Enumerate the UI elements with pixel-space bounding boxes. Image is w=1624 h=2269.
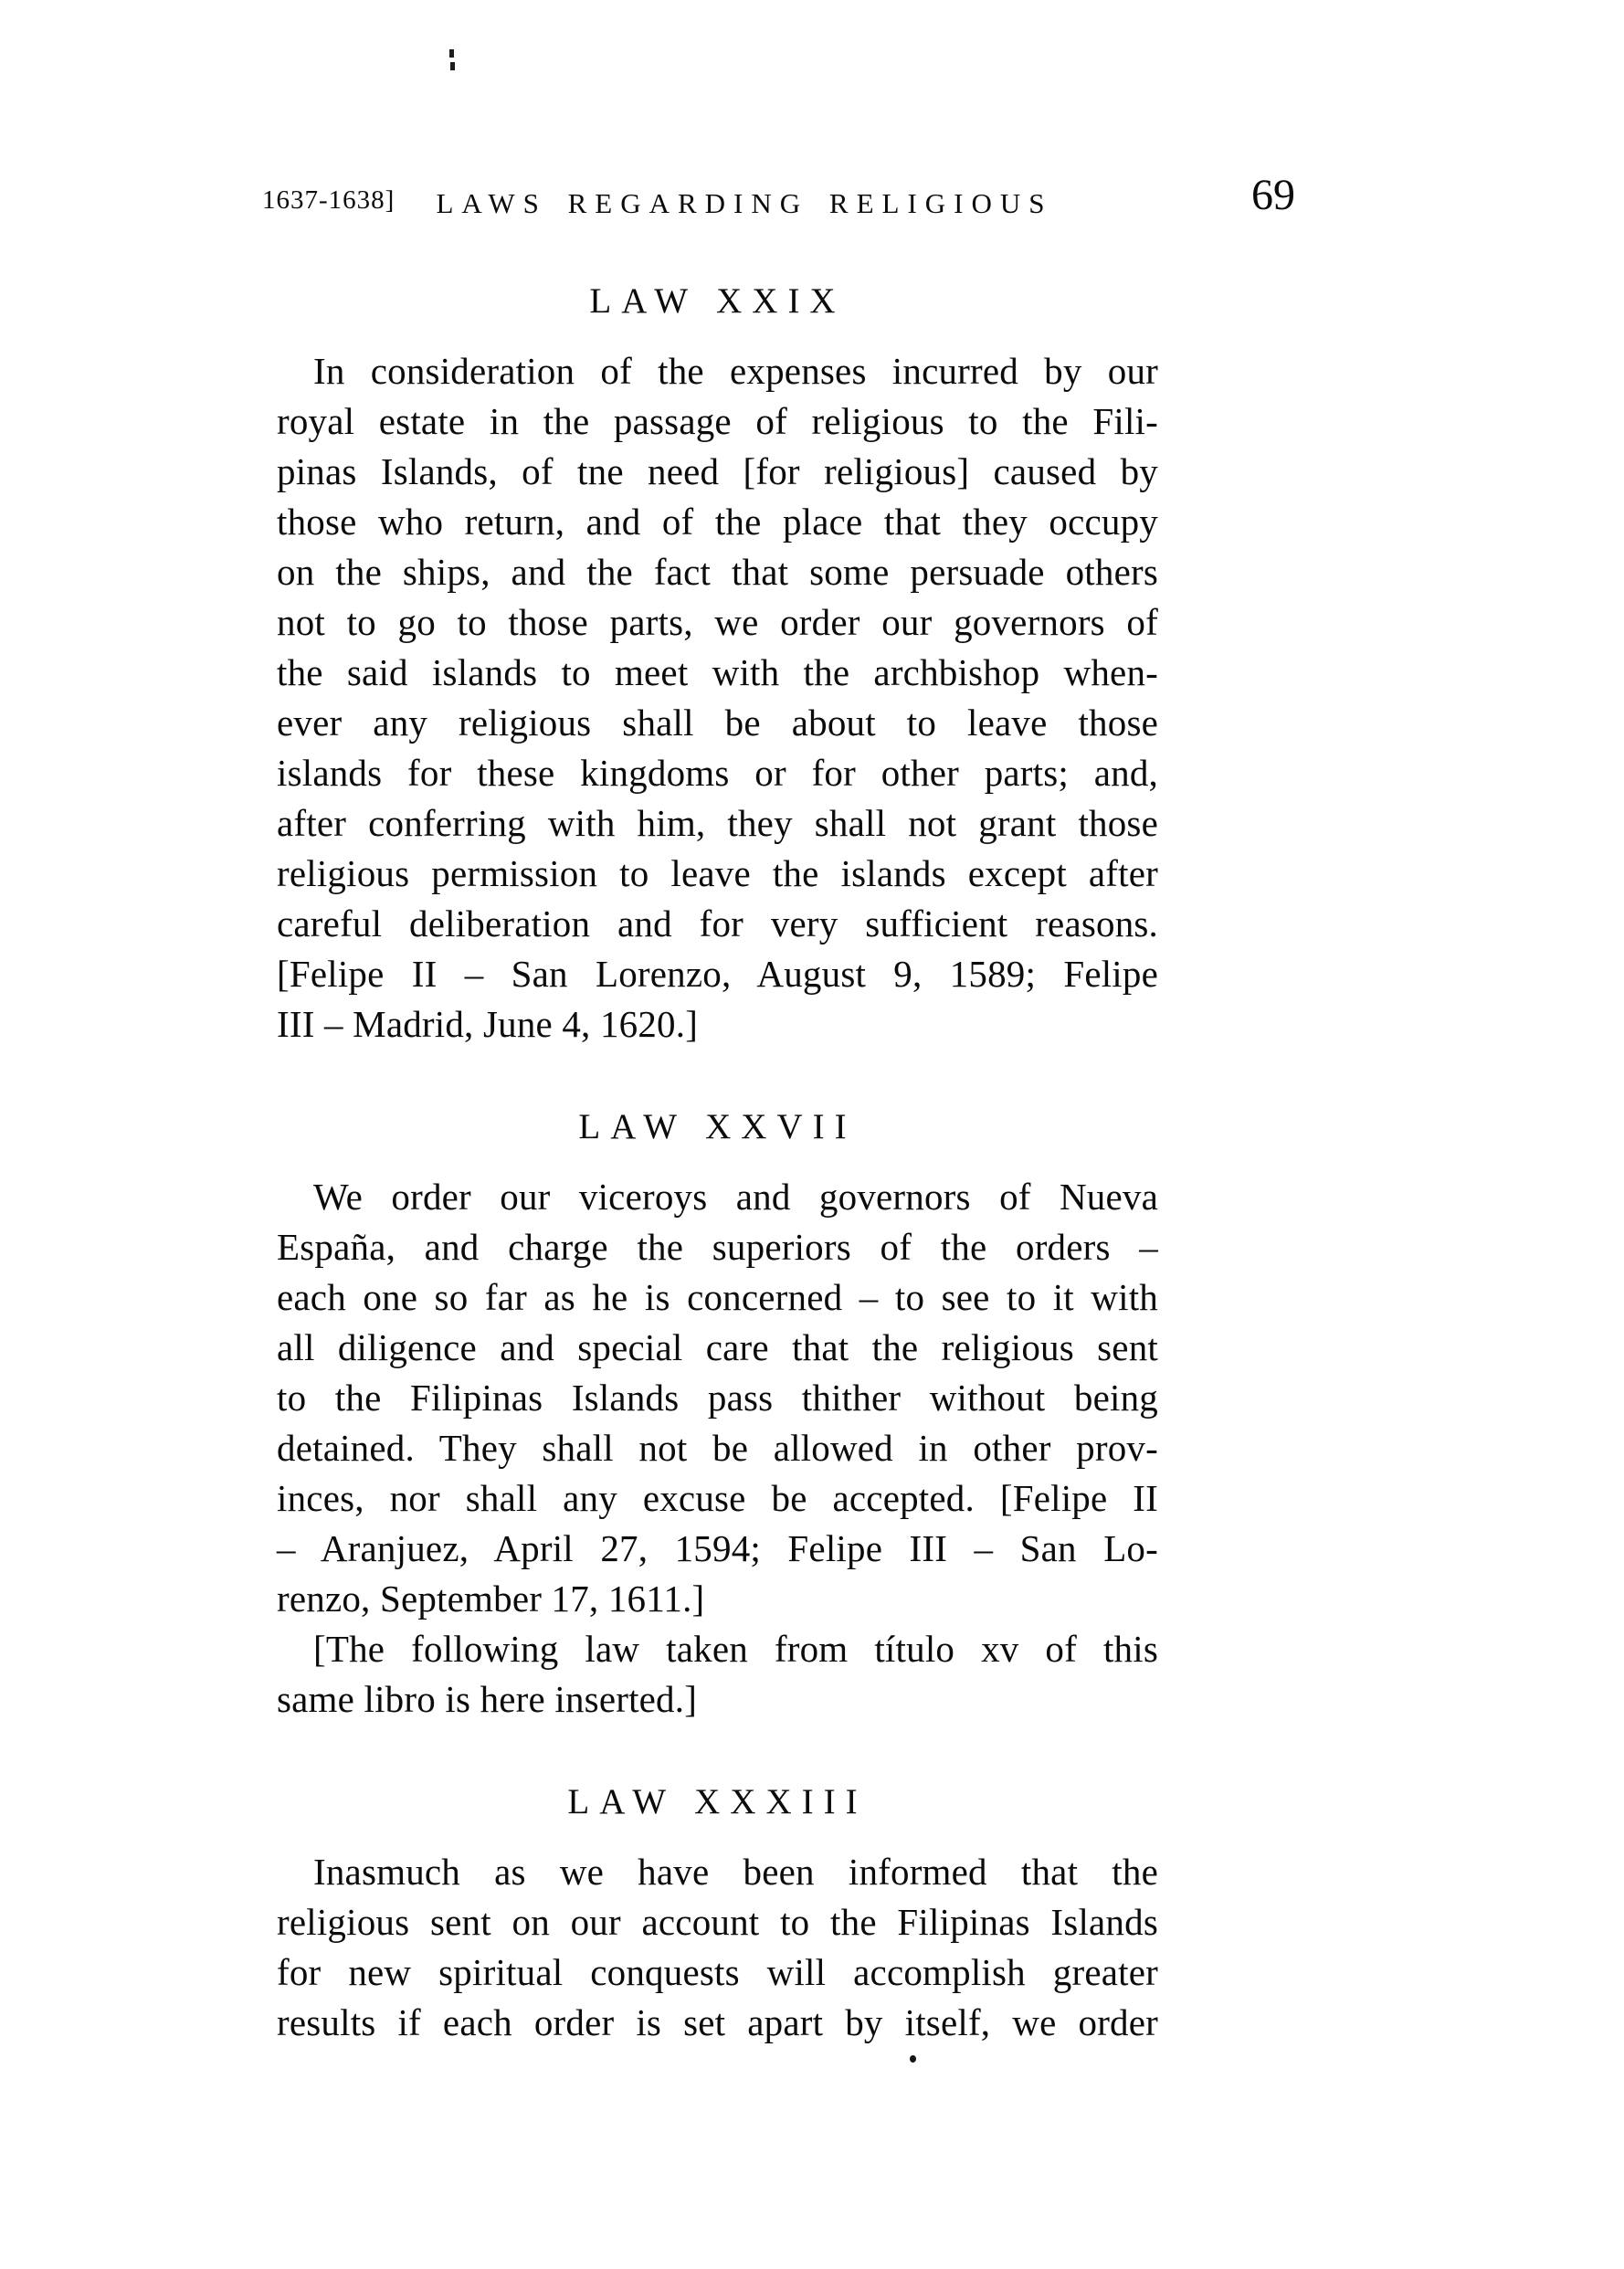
text-line: careful deliberation and for very sufficient reasons. bbox=[277, 902, 1158, 945]
text-line: III – Madrid, June 4, 1620.] bbox=[277, 1003, 699, 1045]
text-line: We order our viceroys and governors of Nueva bbox=[313, 1176, 1158, 1218]
text-line: the said islands to meet with the archbishop when- bbox=[277, 651, 1158, 693]
text-line: Inasmuch as we have been informed that the bbox=[313, 1851, 1158, 1893]
paragraph bbox=[277, 346, 1158, 1050]
text-line: – Aranjuez, April 27, 1594; Felipe III – San Lo- bbox=[277, 1527, 1158, 1569]
text-line: each one so far as he is concerned – to see to it with bbox=[277, 1276, 1158, 1318]
text-line: renzo, September 17, 1611.] bbox=[277, 1578, 705, 1620]
text-line: pinas Islands, of tne need [for religious] caused by bbox=[277, 450, 1158, 492]
law-section bbox=[277, 1781, 1158, 2048]
paragraph bbox=[277, 1847, 1158, 2048]
paragraph bbox=[277, 1172, 1158, 1624]
header-page-number: 69 bbox=[1251, 171, 1295, 219]
text-line: religious permission to leave the islands except after bbox=[277, 852, 1158, 894]
header-title: LAWS REGARDING RELIGIOUS bbox=[436, 187, 1053, 219]
law-heading: LAW XXVII bbox=[578, 1107, 857, 1146]
paragraph bbox=[277, 1624, 1158, 1725]
page-content bbox=[277, 280, 1158, 2048]
text-line: In consideration of the expenses incurred by our bbox=[313, 350, 1158, 392]
law-section bbox=[277, 280, 1158, 1050]
header-date-range: 1637-1638] bbox=[262, 185, 395, 215]
text-line: detained. They shall not be allowed in other prov- bbox=[277, 1427, 1158, 1469]
scan-speck-top bbox=[449, 49, 454, 58]
text-line: to the Filipinas Islands pass thither without being bbox=[277, 1377, 1158, 1419]
text-line: royal estate in the passage of religious to the Fili- bbox=[277, 400, 1158, 442]
text-line: [The following law taken from título xv of this bbox=[313, 1628, 1158, 1670]
text-line: [Felipe II – San Lorenzo, August 9, 1589; Felipe bbox=[277, 953, 1158, 995]
text-line: not to go to those parts, we order our governors of bbox=[277, 601, 1158, 643]
text-line: those who return, and of the place that they occupy bbox=[277, 501, 1158, 543]
law-heading: LAW XXXIII bbox=[567, 1782, 868, 1821]
text-line: islands for these kingdoms or for other parts; and, bbox=[277, 752, 1158, 794]
law-heading: LAW XXIX bbox=[589, 281, 846, 321]
text-line: on the ships, and the fact that some persuade others bbox=[277, 551, 1158, 593]
text-line: after conferring with him, they shall not grant those bbox=[277, 802, 1158, 844]
law-section bbox=[277, 1106, 1158, 1725]
text-line: España, and charge the superiors of the orders – bbox=[277, 1226, 1158, 1268]
text-line: results if each order is set apart by itself, we order bbox=[277, 2001, 1158, 2043]
text-line: same libro is here inserted.] bbox=[277, 1678, 698, 1720]
text-line: all diligence and special care that the religious sent bbox=[277, 1326, 1158, 1368]
text-line: inces, nor shall any excuse be accepted. [Felipe II bbox=[277, 1477, 1158, 1519]
text-line: for new spiritual conquests will accomplish greater bbox=[277, 1951, 1158, 1993]
running-head bbox=[262, 171, 1295, 224]
scan-speck-bottom bbox=[910, 2055, 916, 2063]
text-line: ever any religious shall be about to leave those bbox=[277, 702, 1158, 744]
text-line: religious sent on our account to the Filipinas Islands bbox=[277, 1901, 1158, 1943]
